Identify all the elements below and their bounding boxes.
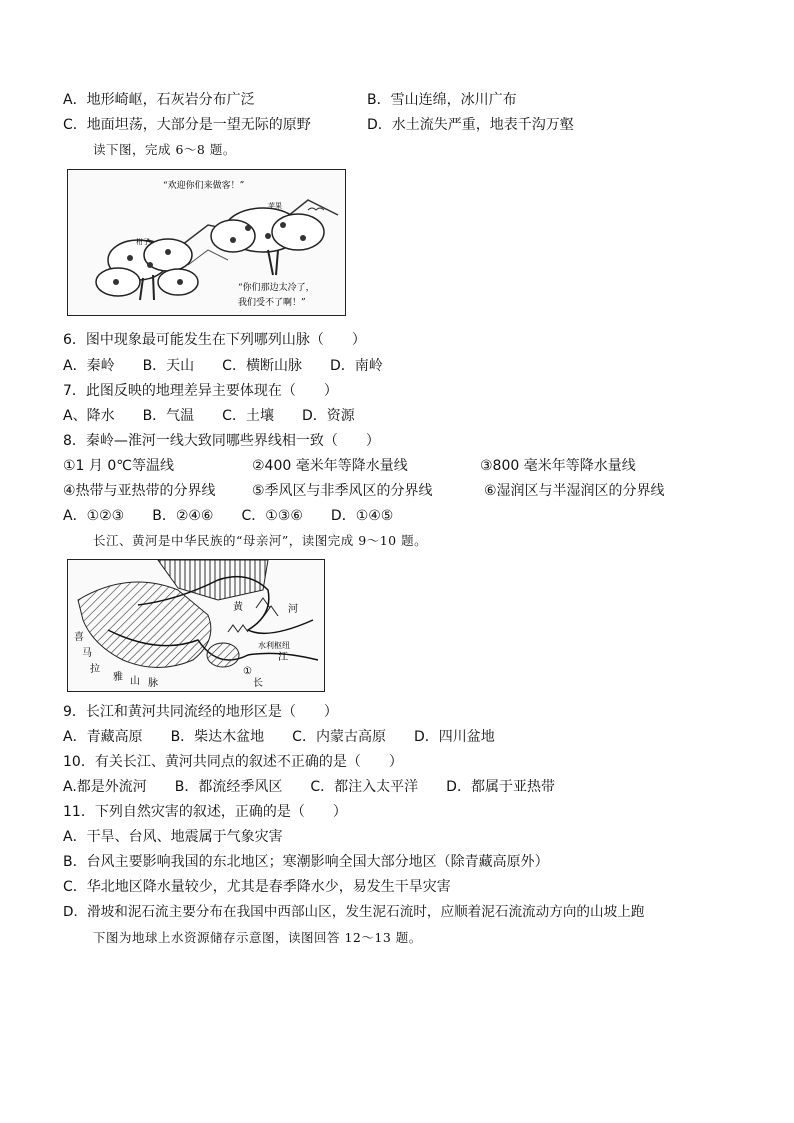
label-la: 拉 bbox=[90, 664, 100, 675]
q7-stem: 7．此图反映的地理差异主要体现在（ ） bbox=[63, 383, 338, 399]
cartoon-illustration bbox=[68, 170, 345, 315]
q7-options: A、降水 B．气温 C．土壤 D．资源 bbox=[63, 408, 355, 424]
intro-12-13: 下图为地球上水资源储存示意图，读图回答 12～13 题。 bbox=[93, 930, 422, 945]
q8-item-3: ③800 毫米年等降水量线 bbox=[480, 458, 636, 474]
q11-option-b: B．台风主要影响我国的东北地区；寒潮影响全国大部分地区（除青藏高原外） bbox=[63, 854, 549, 870]
label-xi: 喜 bbox=[74, 632, 84, 643]
q9-stem: 9．长江和黄河共同流经的地形区是（ ） bbox=[63, 704, 338, 720]
speech-bottom-1: “你们那边太冷了， bbox=[238, 283, 315, 293]
q8-stem: 8．秦岭—淮河一线大致同哪些界线相一致（ ） bbox=[63, 433, 380, 449]
q8-item-2: ②400 毫米年等降水量线 bbox=[252, 458, 408, 474]
q8-item-6: ⑥湿润区与半湿润区的分界线 bbox=[484, 483, 665, 499]
q8-options: A．①②③ B．②④⑥ C．①③⑥ D．①④⑤ bbox=[63, 508, 394, 524]
q10-stem: 10．有关长江、黄河共同点的叙述不正确的是（ ） bbox=[63, 754, 403, 770]
q11-option-c: C．华北地区降水量较少，尤其是春季降水少，易发生干旱灾害 bbox=[63, 879, 451, 895]
speech-top: “欢迎你们来做客！” bbox=[163, 181, 245, 191]
q6-stem: 6．图中现象最可能发生在下列哪列山脉（ ） bbox=[63, 332, 366, 348]
q11-stem: 11．下列自然灾害的叙述，正确的是（ ） bbox=[63, 804, 347, 820]
label-shan: 山 bbox=[130, 676, 140, 687]
q11-option-d: D．滑坡和泥石流主要分布在我国中西部山区，发生泥石流时，应顺着泥石流流动方向的山坡上跑 bbox=[63, 904, 645, 920]
label-huang: 黄 bbox=[233, 602, 243, 613]
label-shuili: 水利枢纽 bbox=[258, 641, 290, 650]
label-jiang: 江 bbox=[278, 652, 288, 663]
q5-option-b: B．雪山连绵，冰川广布 bbox=[367, 92, 517, 108]
figure-cartoon-trees bbox=[67, 169, 346, 316]
figure-rivers-map bbox=[67, 559, 325, 692]
label-mai: 脉 bbox=[148, 678, 158, 689]
q8-item-1: ①1 月 0℃等温线 bbox=[63, 458, 174, 474]
label-circle-1: ① bbox=[243, 666, 252, 677]
label-orange: 柑子 bbox=[136, 238, 150, 246]
apple-tree-icon bbox=[211, 208, 324, 275]
orange-tree-icon bbox=[96, 239, 198, 300]
q10-options: A.都是外流河 B．都流经季风区 C．都注入太平洋 D．都属于亚热带 bbox=[63, 779, 555, 795]
q5-option-d: D．水土流失严重，地表千沟万壑 bbox=[367, 117, 574, 133]
label-ya: 雅 bbox=[113, 672, 123, 683]
q8-item-4: ④热带与亚热带的分界线 bbox=[63, 483, 216, 499]
q5-option-a: A．地形崎岖，石灰岩分布广泛 bbox=[63, 92, 255, 108]
q5-option-c: C．地面坦荡，大部分是一望无际的原野 bbox=[63, 117, 311, 133]
speech-bottom-2: 我们受不了啊！” bbox=[238, 298, 306, 308]
label-chang: 长 bbox=[253, 678, 263, 689]
intro-6-8: 读下图，完成 6～8 题。 bbox=[93, 142, 236, 157]
rivers-map bbox=[68, 560, 324, 691]
q9-options: A．青藏高原 B．柴达木盆地 C．内蒙古高原 D．四川盆地 bbox=[63, 729, 495, 745]
label-he: 河 bbox=[288, 604, 298, 615]
label-apple: 苹果 bbox=[268, 202, 282, 210]
label-ma: 马 bbox=[82, 648, 92, 659]
q6-options: A．秦岭 B．天山 C．横断山脉 D．南岭 bbox=[63, 358, 383, 374]
q11-option-a: A．干旱、台风、地震属于气象灾害 bbox=[63, 829, 283, 845]
intro-9-10: 长江、黄河是中华民族的“母亲河”，读图完成 9～10 题。 bbox=[93, 533, 428, 548]
q8-item-5: ⑤季风区与非季风区的分界线 bbox=[252, 483, 433, 499]
